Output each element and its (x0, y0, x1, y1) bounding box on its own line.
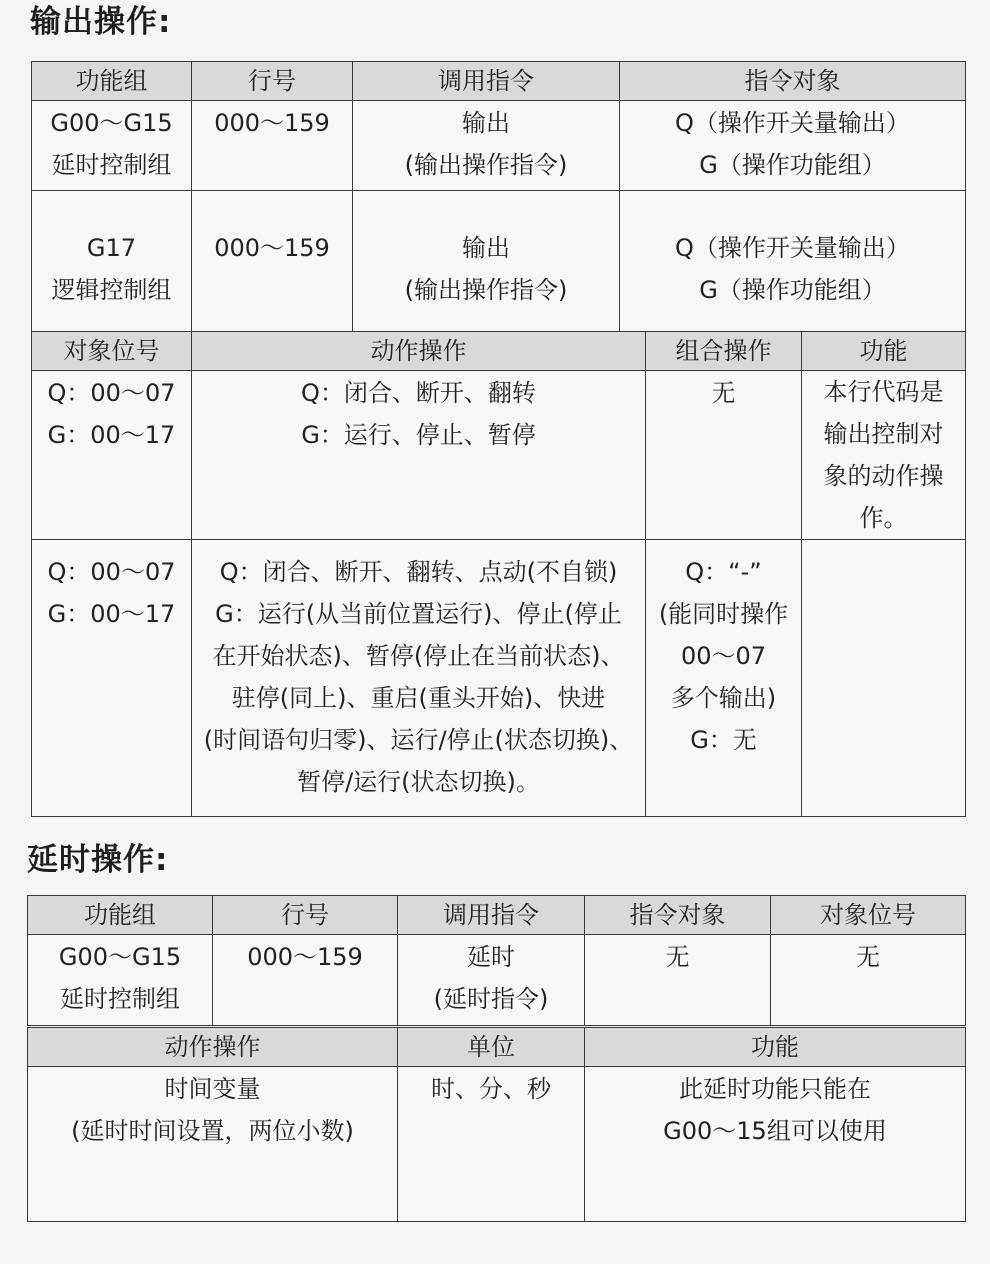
function-description-cell: 本行代码是 输出控制对 象的动作操 作。 (802, 371, 966, 540)
header-call-instruction: 调用指令 (353, 62, 620, 101)
object-position-cell: Q：00～07 G：00～17 (32, 540, 192, 817)
action-operation-cell: 时间变量 (延时时间设置，两位小数) (28, 1067, 398, 1222)
call-instruction-cell: 延时 (延时指令) (398, 935, 585, 1026)
combined-operation-cell: Q：“-” (能同时操作 00～07 多个输出) G：无 (646, 540, 802, 817)
function-group-cell: G17 逻辑控制组 (32, 191, 192, 332)
call-instruction-cell: 输出 (输出操作指令) (353, 101, 620, 191)
header-action-operation: 动作操作 (28, 1028, 398, 1067)
function-empty-cell (802, 540, 966, 817)
call-instruction-cell: 输出 (输出操作指令) (353, 191, 620, 332)
header-instruction-target: 指令对象 (620, 62, 966, 101)
header-call-instruction: 调用指令 (398, 896, 585, 935)
table-row (28, 1067, 966, 1222)
combined-operation-cell: 无 (646, 371, 802, 540)
object-position-cell: 无 (771, 935, 966, 1026)
line-number-cell: 000～159 (192, 191, 353, 332)
output-table-top (31, 61, 966, 332)
action-operation-cell: Q：闭合、断开、翻转、点动(不自锁) G：运行(从当前位置运行)、停止(停止 在开始状态)、暂停(停止在当前状态)、 驻停(同上)、重启(重头开始)、快进 (时间语句归零)、运行/停止(状态切换)、 暂停/运行(状态切换)。 (192, 540, 646, 817)
table-row (32, 101, 966, 191)
unit-cell: 时、分、秒 (398, 1067, 585, 1222)
header-line-number: 行号 (192, 62, 353, 101)
header-function-group: 功能组 (32, 62, 192, 101)
delay-table-top (27, 895, 966, 1026)
delay-section-heading: 延时操作: (27, 842, 169, 878)
line-number-cell: 000～159 (192, 101, 353, 191)
output-table-bottom (31, 331, 966, 817)
header-combined-operation: 组合操作 (646, 332, 802, 371)
function-group-cell: G00～G15 延时控制组 (32, 101, 192, 191)
output-section-heading: 输出操作: (30, 4, 172, 40)
header-object-position: 对象位号 (32, 332, 192, 371)
table-row (32, 371, 966, 540)
table-row (32, 191, 966, 332)
header-action-operation: 动作操作 (192, 332, 646, 371)
delay-table-bottom (27, 1027, 966, 1222)
header-instruction-target: 指令对象 (585, 896, 771, 935)
line-number-cell: 000～159 (213, 935, 398, 1026)
object-position-cell: Q：00～07 G：00～17 (32, 371, 192, 540)
header-function-group: 功能组 (28, 896, 213, 935)
function-group-cell: G00～G15 延时控制组 (28, 935, 213, 1026)
instruction-target-cell: 无 (585, 935, 771, 1026)
header-unit: 单位 (398, 1028, 585, 1067)
header-object-position: 对象位号 (771, 896, 966, 935)
header-line-number: 行号 (213, 896, 398, 935)
function-description-cell: 此延时功能只能在 G00～15组可以使用 (585, 1067, 966, 1222)
table-row (28, 935, 966, 1026)
action-operation-cell: Q：闭合、断开、翻转 G：运行、停止、暂停 (192, 371, 646, 540)
table-row (32, 540, 966, 817)
header-function: 功能 (585, 1028, 966, 1067)
instruction-target-cell: Q（操作开关量输出） G（操作功能组） (620, 191, 966, 332)
header-function: 功能 (802, 332, 966, 371)
instruction-target-cell: Q（操作开关量输出） G（操作功能组） (620, 101, 966, 191)
